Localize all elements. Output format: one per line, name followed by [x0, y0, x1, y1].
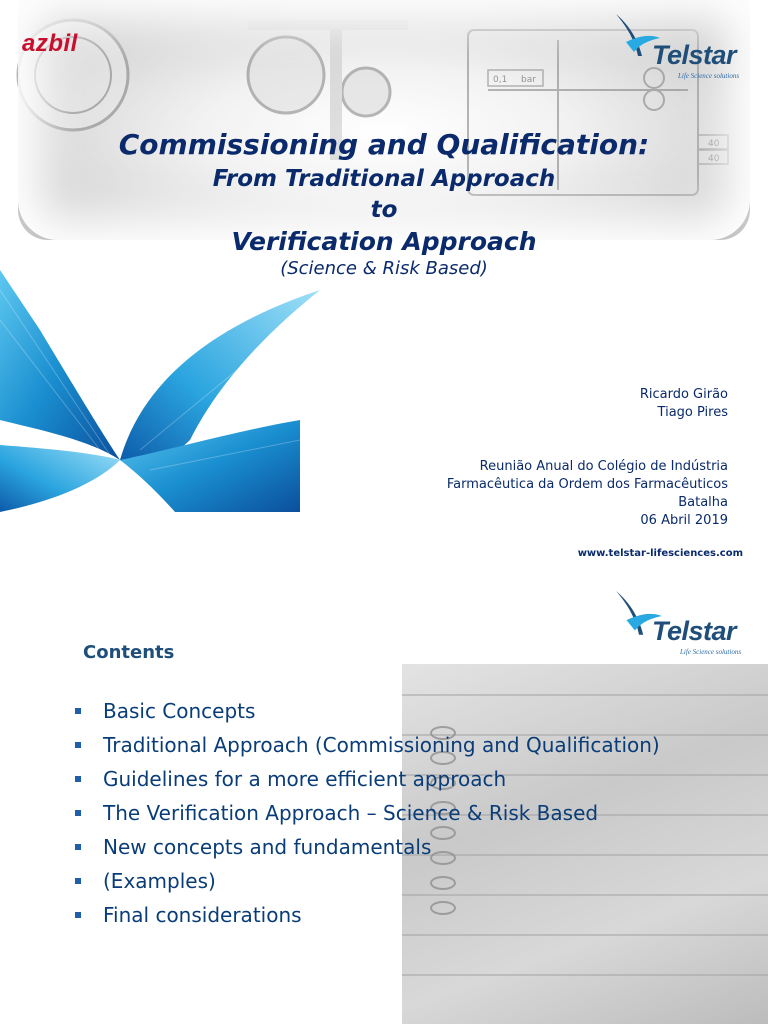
bullet-icon [75, 878, 81, 884]
azbil-logo: azbil [22, 30, 78, 57]
list-item [75, 898, 660, 932]
title-line-1: Commissioning and Qualification: [118, 128, 650, 161]
event-location: Batalha [678, 495, 728, 510]
list-item [75, 694, 660, 728]
list-item-text: Basic Concepts [103, 699, 256, 723]
title-line-3: to [370, 197, 398, 223]
event-info [447, 458, 728, 530]
list-item [75, 864, 660, 898]
telstar-tagline: Life Science solutions [680, 648, 742, 656]
bullet-icon [75, 708, 81, 714]
list-item-text: (Examples) [103, 869, 216, 893]
bullet-icon [75, 776, 81, 782]
telstar-wordmark: Telstar [652, 40, 737, 70]
title-line-2: From Traditional Approach [212, 166, 556, 192]
list-item [75, 796, 660, 830]
list-item-text: Final considerations [103, 903, 302, 927]
list-item [75, 830, 660, 864]
event-date: 06 Abril 2019 [640, 513, 728, 528]
gauge-label-3: 40 [708, 139, 720, 149]
telstar-tagline: Life Science solutions [678, 72, 740, 80]
telstar-logo-contents [652, 616, 736, 647]
list-item [75, 728, 660, 762]
bullet-icon [75, 810, 81, 816]
gauge-label-1: 0,1 [493, 75, 508, 85]
author-list [640, 386, 728, 422]
list-item-text: The Verification Approach – Science & Risk Based [103, 801, 599, 825]
list-item-text: Guidelines for a more efficient approach [103, 767, 507, 791]
title-line-4: Verification Approach [231, 227, 537, 256]
bullet-icon [75, 742, 81, 748]
contents-heading: Contents [83, 642, 175, 663]
author-1: Ricardo Girão [639, 387, 728, 402]
title-subtitle: (Science & Risk Based) [280, 258, 488, 279]
event-line-1: Reunião Anual do Colégio de Indústria [479, 459, 728, 474]
gauge-label-4: 40 [708, 154, 720, 164]
telstar-logo-top [652, 40, 736, 71]
list-item-text: New concepts and fundamentals [103, 835, 432, 859]
blue-swirl-graphic [0, 270, 330, 512]
list-item-text: Traditional Approach (Commissioning and Qualification) [103, 733, 660, 757]
contents-list [75, 694, 660, 932]
telstar-wordmark: Telstar [652, 616, 737, 646]
author-2: Tiago Pires [657, 405, 728, 420]
list-item [75, 762, 660, 796]
contents-slide [0, 576, 768, 1024]
event-line-2: Farmacêutica da Ordem dos Farmacêuticos [446, 477, 728, 492]
bullet-icon [75, 844, 81, 850]
bullet-icon [75, 912, 81, 918]
gauge-label-2: bar [521, 75, 536, 85]
website-link[interactable]: www.telstar-lifesciences.com [577, 548, 743, 559]
